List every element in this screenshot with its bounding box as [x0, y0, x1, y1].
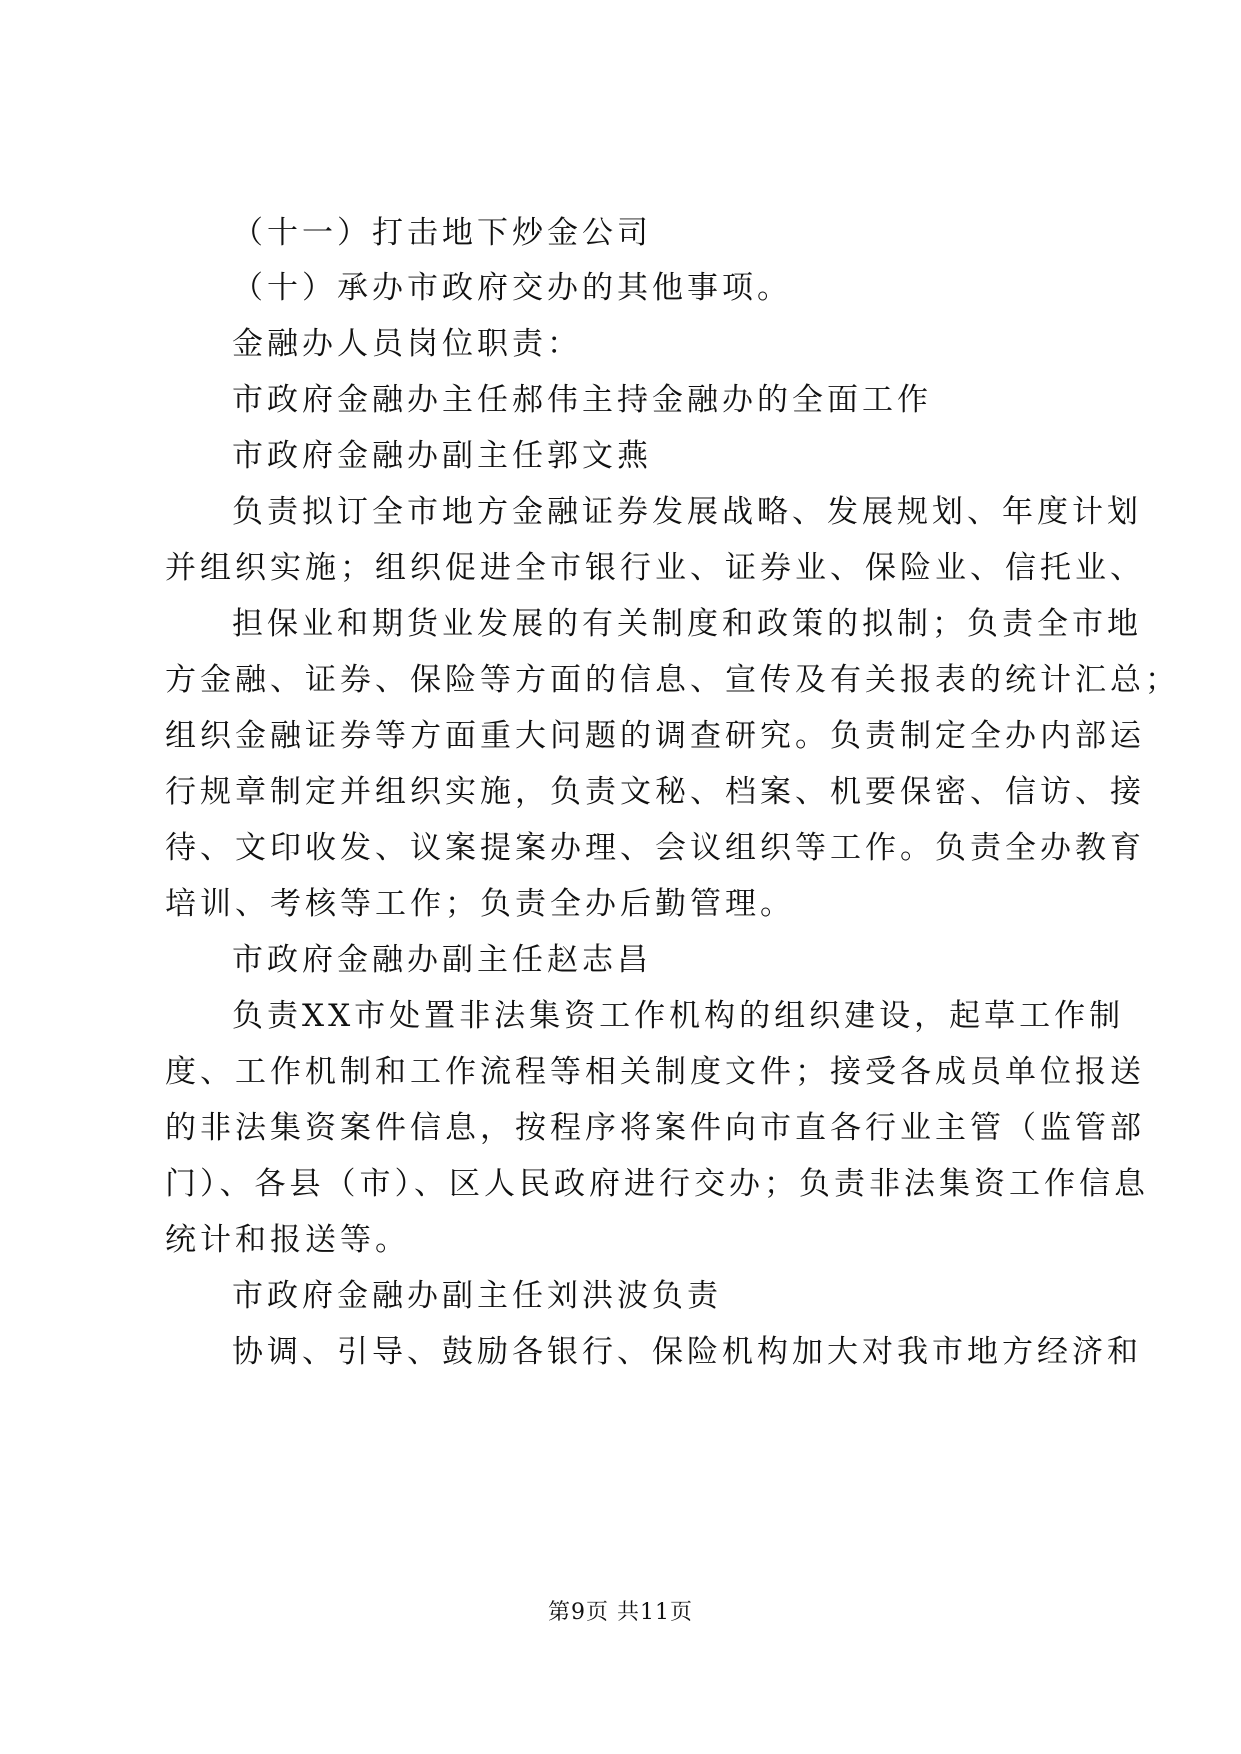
text-line: 待、文印收发、议案提案办理、会议组织等工作。负责全办教育	[165, 830, 1145, 866]
page-number-footer: 第9页 共11页	[548, 1600, 693, 1625]
text-line: 培训、考核等工作；负责全办后勤管理。	[165, 886, 795, 922]
text-line: 的非法集资案件信息，按程序将案件向市直各行业主管（监管部	[165, 1110, 1145, 1146]
text-line: 市政府金融办副主任刘洪波负责	[232, 1278, 722, 1314]
text-line: 度、工作机制和工作流程等相关制度文件；接受各成员单位报送	[165, 1054, 1145, 1090]
text-line: 金融办人员岗位职责：	[232, 326, 582, 362]
text-line: 市政府金融办副主任郭文燕	[232, 438, 652, 474]
text-line: 并组织实施；组织促进全市银行业、证券业、保险业、信托业、	[165, 550, 1145, 586]
text-line: 统计和报送等。	[165, 1222, 410, 1258]
text-line: 组织金融证券等方面重大问题的调查研究。负责制定全办内部运	[165, 718, 1145, 754]
text-line: 负责拟订全市地方金融证券发展战略、发展规划、年度计划	[232, 494, 1142, 530]
text-line: 市政府金融办副主任赵志昌	[232, 942, 652, 978]
text-line: （十）承办市政府交办的其他事项。	[232, 270, 792, 306]
text-line: 门）、各县（市）、区人民政府进行交办；负责非法集资工作信息	[165, 1166, 1149, 1202]
text-line: 行规章制定并组织实施，负责文秘、档案、机要保密、信访、接	[165, 774, 1145, 810]
text-line: （十一）打击地下炒金公司	[232, 215, 652, 251]
text-line: 负责XX市处置非法集资工作机构的组织建设，起草工作制	[232, 998, 1125, 1034]
text-line: 协调、引导、鼓励各银行、保险机构加大对我市地方经济和	[232, 1334, 1142, 1370]
text-line: 方金融、证券、保险等方面的信息、宣传及有关报表的统计汇总；	[165, 662, 1180, 698]
text-line: 市政府金融办主任郝伟主持金融办的全面工作	[232, 382, 932, 418]
text-line: 担保业和期货业发展的有关制度和政策的拟制；负责全市地	[232, 606, 1142, 642]
